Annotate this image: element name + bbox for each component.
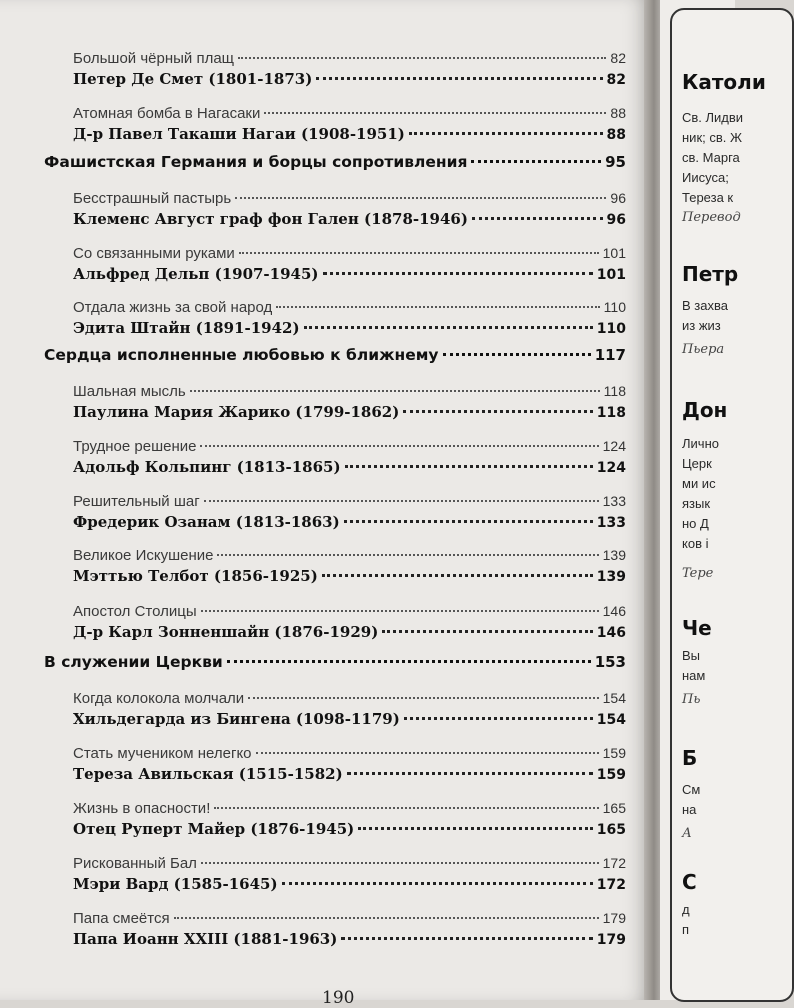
story-title: Стать мучеником нелегко: [73, 745, 252, 762]
person-page: 101: [596, 267, 626, 283]
person-page: 88: [606, 127, 626, 143]
story-row: [73, 190, 626, 207]
person-name: Д-р Карл Зонненшайн (1876-1929): [73, 623, 379, 641]
right-page-line: Б: [682, 746, 698, 770]
story-page: 118: [603, 383, 626, 399]
story-row: [73, 547, 626, 564]
person-name: Мэри Вард (1585-1645): [73, 875, 278, 893]
dot-leader: [248, 697, 598, 699]
toc-entry: [73, 547, 626, 591]
right-page-line: Иисуса;: [682, 170, 729, 185]
person-name: Петер Де Смет (1801-1873): [73, 70, 313, 88]
section-title: Сердца исполненные любовью к ближнему: [44, 346, 439, 364]
dot-leader: [264, 112, 606, 114]
story-page: 124: [602, 438, 626, 454]
person-row: [73, 319, 626, 337]
toc-entry: [73, 493, 626, 537]
right-page-line: Церк: [682, 456, 712, 471]
dot-leader: [227, 660, 591, 663]
dot-leader: [235, 197, 606, 199]
person-page: 159: [596, 767, 626, 783]
dot-leader: [443, 353, 591, 356]
story-row: [73, 855, 626, 872]
dot-leader: [239, 252, 599, 254]
story-row: [73, 603, 626, 620]
right-page-line: Пь: [682, 692, 701, 707]
story-page: 82: [610, 50, 626, 66]
dot-leader: [409, 132, 603, 135]
dot-leader: [403, 410, 592, 413]
section-title: В служении Церкви: [44, 653, 223, 671]
person-page: 179: [596, 932, 626, 948]
dot-leader: [201, 862, 599, 864]
right-page-line: нам: [682, 668, 706, 683]
right-page-line: См: [682, 782, 701, 797]
person-row: [73, 513, 626, 531]
story-row: [73, 299, 626, 316]
person-page: 96: [606, 212, 626, 228]
person-row: [73, 820, 626, 838]
person-page: 139: [596, 569, 626, 585]
person-row: [73, 930, 626, 948]
right-page-line: ков і: [682, 536, 709, 551]
toc-entry: [73, 383, 626, 427]
right-page-line: Тереза к: [682, 190, 734, 205]
toc-entry: [73, 190, 626, 234]
story-page: 110: [603, 299, 626, 315]
person-row: [73, 567, 626, 585]
person-page: 154: [596, 712, 626, 728]
story-title: Трудное решение: [73, 438, 197, 455]
story-row: [73, 493, 626, 510]
person-row: [73, 875, 626, 893]
person-name: Папа Иоанн XXIII (1881-1963): [73, 930, 338, 948]
right-page-line: Св. Лидви: [682, 110, 744, 125]
right-page-line: Католи: [682, 70, 766, 94]
toc-section: [44, 346, 626, 364]
person-page: 124: [596, 460, 626, 476]
story-page: 146: [602, 603, 626, 619]
person-name: Хильдегарда из Бингена (1098-1179): [73, 710, 400, 728]
person-row: [73, 265, 626, 283]
toc-entry: [73, 800, 626, 844]
person-name: Альфред Дельп (1907-1945): [73, 265, 319, 283]
story-title: Со связанными руками: [73, 245, 235, 262]
person-page: 110: [596, 321, 626, 337]
story-title: Великое Искушение: [73, 547, 214, 564]
right-page-line: ми ис: [682, 476, 716, 491]
right-page-line: Вы: [682, 648, 701, 663]
right-page-line: Дон: [682, 398, 728, 422]
right-page-line: А: [682, 826, 692, 841]
dot-leader: [323, 272, 593, 275]
story-page: 172: [602, 855, 626, 871]
person-name: Мэттью Телбот (1856-1925): [73, 567, 318, 585]
dot-leader: [322, 574, 593, 577]
right-page-line: ник; св. Ж: [682, 130, 742, 145]
right-page-line: Лично: [682, 436, 719, 451]
person-row: [73, 210, 626, 228]
dot-leader: [472, 217, 603, 220]
right-page-line: д: [682, 902, 690, 917]
section-title: Фашистская Германия и борцы сопротивления: [44, 153, 468, 171]
right-page-line: Перевод: [682, 210, 741, 225]
right-page-line: Петр: [682, 262, 739, 286]
person-row: [73, 125, 626, 143]
person-page: 165: [596, 822, 626, 838]
dot-leader: [201, 610, 599, 612]
story-row: [73, 800, 626, 817]
dot-leader: [256, 752, 599, 754]
story-page: 179: [602, 910, 626, 926]
story-row: [73, 383, 626, 400]
right-page: [660, 0, 766, 1000]
dot-leader: [316, 77, 602, 80]
right-page-line: св. Марга: [682, 150, 740, 165]
dot-leader: [471, 160, 601, 163]
dot-leader: [214, 807, 598, 809]
story-page: 88: [610, 105, 626, 121]
story-title: Отдала жизнь за свой народ: [73, 299, 273, 316]
dot-leader: [276, 306, 599, 308]
story-title: Жизнь в опасности!: [73, 800, 211, 817]
person-page: 118: [596, 405, 626, 421]
right-page-line: язык: [682, 496, 711, 511]
dot-leader: [382, 630, 592, 633]
story-title: Когда колокола молчали: [73, 690, 245, 707]
section-page: 153: [594, 653, 626, 671]
right-page-line: Че: [682, 616, 712, 640]
story-row: [73, 245, 626, 262]
story-title: Рискованный Бал: [73, 855, 197, 872]
toc-entry: [73, 50, 626, 94]
story-page: 165: [602, 800, 626, 816]
dot-leader: [404, 717, 593, 720]
person-page: 172: [596, 877, 626, 893]
dot-leader: [358, 827, 593, 830]
person-page: 82: [606, 72, 626, 88]
story-title: Папа смеётся: [73, 910, 170, 927]
right-page-line: на: [682, 802, 697, 817]
person-row: [73, 623, 626, 641]
dot-leader: [282, 882, 593, 885]
dot-leader: [345, 465, 593, 468]
person-name: Адольф Кольпинг (1813-1865): [73, 458, 341, 476]
right-page-line: из жиз: [682, 318, 721, 333]
dot-leader: [347, 772, 593, 775]
right-page-line: п: [682, 922, 690, 937]
toc-entry: [73, 745, 626, 789]
person-name: Тереза Авильская (1515-1582): [73, 765, 343, 783]
right-page-line: но Д: [682, 516, 709, 531]
toc-entry: [73, 603, 626, 647]
story-page: 154: [602, 690, 626, 706]
person-row: [73, 458, 626, 476]
person-row: [73, 710, 626, 728]
right-page-line: Пьера: [682, 342, 725, 357]
story-title: Шальная мысль: [73, 383, 186, 400]
story-page: 133: [602, 493, 626, 509]
story-page: 139: [602, 547, 626, 563]
section-page: 95: [605, 153, 626, 171]
person-page: 146: [596, 625, 626, 641]
story-page: 101: [602, 245, 626, 261]
person-row: [73, 765, 626, 783]
right-page-line: В захва: [682, 298, 728, 313]
page-number: 190: [322, 988, 355, 1008]
dot-leader: [238, 57, 606, 59]
toc-section: [44, 653, 626, 671]
person-name: Эдита Штайн (1891-1942): [73, 319, 300, 337]
story-title: Большой чёрный плащ: [73, 50, 235, 67]
person-name: Паулина Мария Жарико (1799-1862): [73, 403, 400, 421]
story-page: 159: [602, 745, 626, 761]
person-name: Фредерик Озанам (1813-1863): [73, 513, 340, 531]
toc-section: [44, 153, 626, 171]
toc-entry: [73, 299, 626, 343]
toc-entry: [73, 690, 626, 734]
dot-leader: [217, 554, 598, 556]
person-page: 133: [596, 515, 626, 531]
right-page-line: Tepe: [682, 566, 714, 581]
story-page: 96: [610, 190, 626, 206]
story-row: [73, 105, 626, 122]
dot-leader: [341, 937, 592, 940]
story-row: [73, 438, 626, 455]
person-name: Д-р Павел Такаши Нагаи (1908-1951): [73, 125, 405, 143]
right-page-line: С: [682, 870, 697, 894]
story-title: Решительный шаг: [73, 493, 200, 510]
toc-entry: [73, 438, 626, 482]
person-name: Отец Руперт Майер (1876-1945): [73, 820, 355, 838]
story-title: Атомная бомба в Нагасаки: [73, 105, 261, 122]
person-name: Клеменс Август граф фон Гален (1878-1946): [73, 210, 468, 228]
toc-entry: [73, 910, 626, 954]
person-row: [73, 70, 626, 88]
person-row: [73, 403, 626, 421]
toc-entry: [73, 245, 626, 289]
story-row: [73, 910, 626, 927]
dot-leader: [204, 500, 599, 502]
dot-leader: [190, 390, 600, 392]
toc-entry: [73, 855, 626, 899]
dot-leader: [304, 326, 593, 329]
dot-leader: [344, 520, 593, 523]
story-row: [73, 50, 626, 67]
story-title: Бесстрашный пастырь: [73, 190, 232, 207]
story-row: [73, 745, 626, 762]
section-page: 117: [594, 346, 626, 364]
toc-entry: [73, 105, 626, 149]
story-row: [73, 690, 626, 707]
story-title: Апостол Столицы: [73, 603, 197, 620]
dot-leader: [200, 445, 598, 447]
dot-leader: [174, 917, 599, 919]
